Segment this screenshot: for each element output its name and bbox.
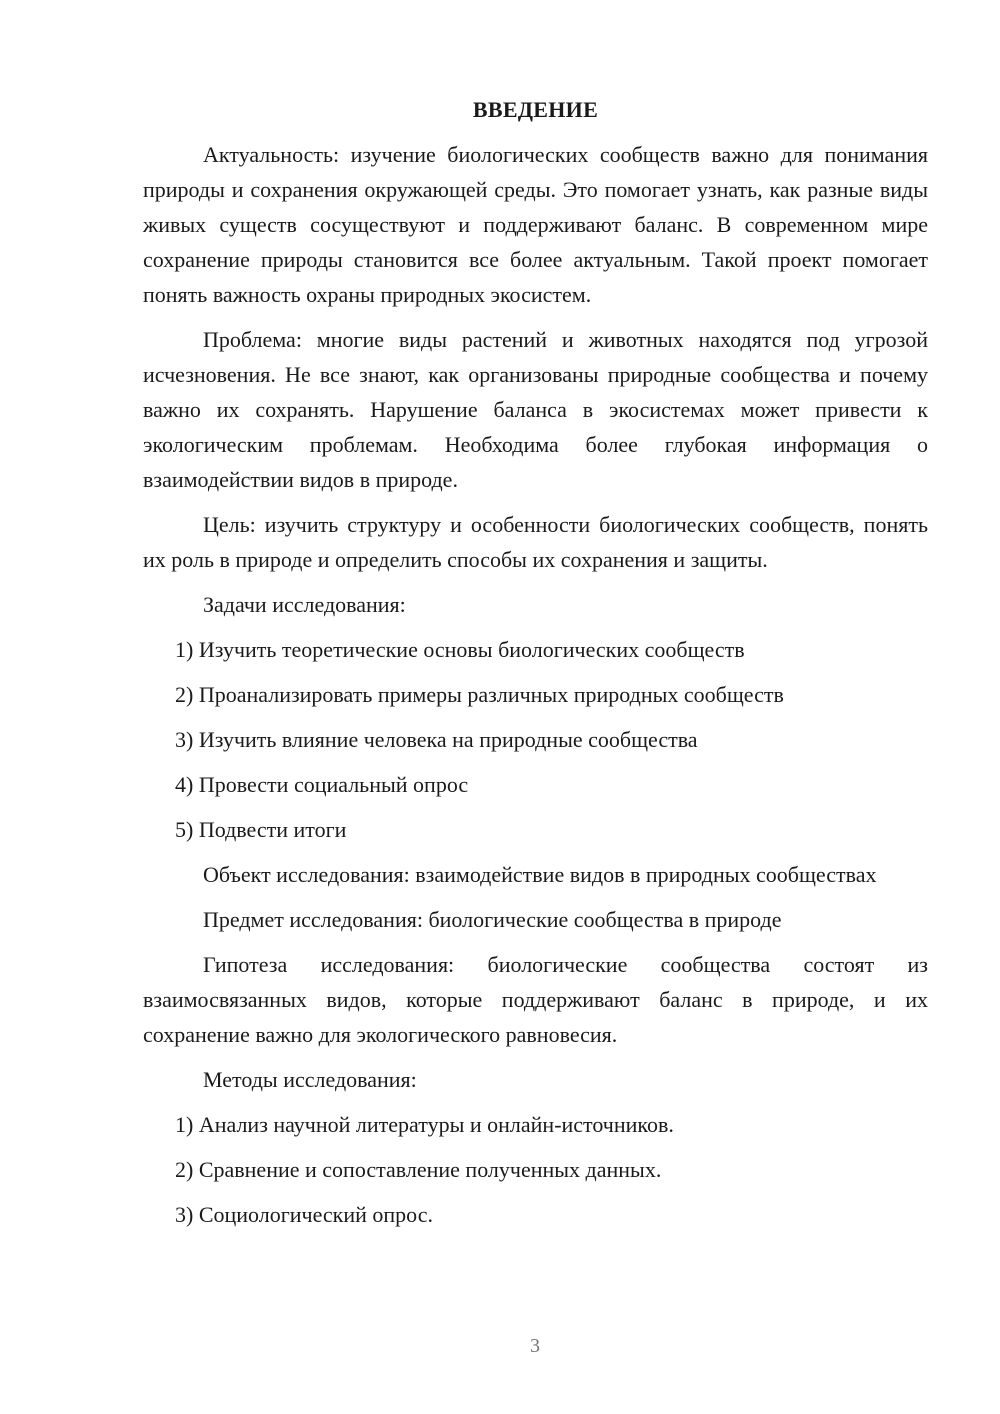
problem-paragraph: Проблема: многие виды растений и животных находятся под угрозой исчезновения. Не все знают, как организованы природные сообщества и почему важно их сохранять. Нарушение баланса в экосистемах может привести к экологическим проблемам. Необходима более глубокая информация о взаимодействии видов в природе.: [143, 327, 928, 492]
goal-paragraph: Цель: изучить структуру и особенности биологических сообществ, понять их роль в природе и определить способы их сохранения и защиты.: [143, 512, 928, 572]
task-item: 1) Изучить теоретические основы биологических сообществ: [175, 637, 745, 662]
page-content: [143, 92, 928, 1242]
task-item: 4) Провести социальный опрос: [175, 772, 469, 797]
method-item: 2) Сравнение и сопоставление полученных данных.: [175, 1157, 662, 1182]
method-item: 1) Анализ научной литературы и онлайн-источников.: [175, 1112, 674, 1137]
hypothesis-paragraph: Гипотеза исследования: биологические сообщества состоят из взаимосвязанных видов, которые поддерживают баланс в природе, и их сохранение важно для экологического равновесия.: [143, 952, 928, 1047]
object-paragraph: Объект исследования: взаимодействие видов в природных сообществах: [203, 862, 877, 887]
page-number: 3: [530, 1335, 540, 1357]
section-heading: ВВЕДЕНИЕ: [472, 97, 599, 122]
tasks-label: Задачи исследования:: [203, 592, 406, 617]
task-item: 5) Подвести итоги: [175, 817, 347, 842]
methods-label: Методы исследования:: [203, 1067, 417, 1092]
task-item: 3) Изучить влияние человека на природные сообщества: [175, 727, 698, 752]
task-item: 2) Проанализировать примеры различных природных сообществ: [175, 682, 784, 707]
method-item: 3) Социологический опрос.: [175, 1202, 433, 1227]
relevance-paragraph: Актуальность: изучение биологических сообществ важно для понимания природы и сохранения окружающей среды. Это помогает узнать, как разные виды живых существ сосуществуют и поддерживают баланс. В современном мире сохранение природы становится все более актуальным. Такой проект помогает понять важность охраны природных экосистем.: [143, 142, 928, 307]
subject-paragraph: Предмет исследования: биологические сообщества в природе: [203, 907, 782, 932]
